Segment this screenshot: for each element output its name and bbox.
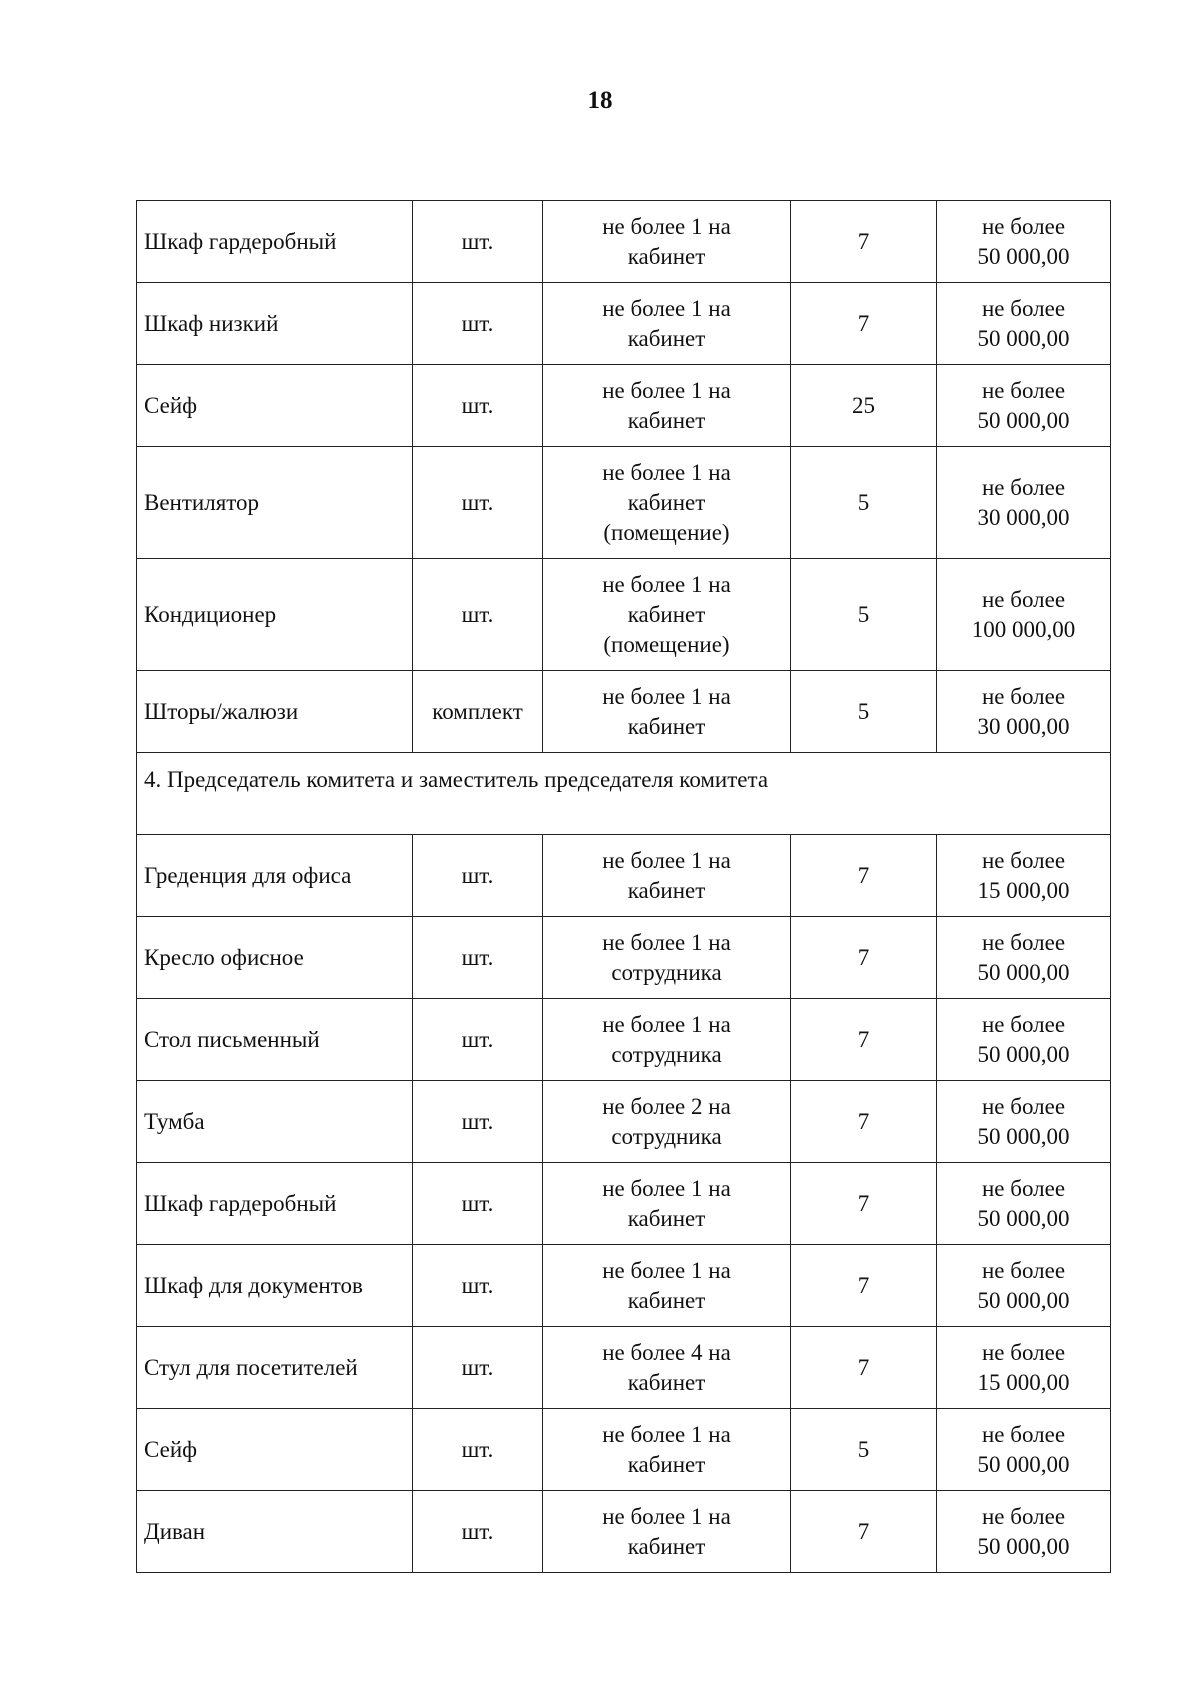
item-norm: не более 2 на сотрудника: [543, 1081, 791, 1163]
item-norm: не более 1 на кабинет: [543, 671, 791, 753]
item-norm: не более 1 на кабинет: [543, 365, 791, 447]
item-price: не более 30 000,00: [937, 447, 1111, 559]
item-norm: не более 1 на сотрудника: [543, 999, 791, 1081]
item-name: Тумба: [137, 1081, 413, 1163]
item-price: не более 15 000,00: [937, 1327, 1111, 1409]
item-price: не более 50 000,00: [937, 365, 1111, 447]
norms-table: [136, 200, 1111, 1573]
item-term: 7: [791, 1491, 937, 1573]
table-row: [137, 1409, 1111, 1491]
table-body: [137, 201, 1111, 1573]
item-term: 5: [791, 1409, 937, 1491]
item-price: не более 50 000,00: [937, 1245, 1111, 1327]
item-norm: не более 1 на кабинет: [543, 1163, 791, 1245]
item-unit: комплект: [413, 671, 543, 753]
table-row: [137, 1245, 1111, 1327]
item-name: Диван: [137, 1491, 413, 1573]
item-norm: не более 1 на кабинет: [543, 1245, 791, 1327]
item-term: 5: [791, 559, 937, 671]
item-unit: шт.: [413, 559, 543, 671]
item-name: Шкаф низкий: [137, 283, 413, 365]
item-name: Шторы/жалюзи: [137, 671, 413, 753]
page-number: 18: [587, 87, 613, 114]
item-name: Сейф: [137, 365, 413, 447]
item-price: не более 50 000,00: [937, 201, 1111, 283]
item-unit: шт.: [413, 201, 543, 283]
item-term: 7: [791, 835, 937, 917]
item-name: Шкаф гардеробный: [137, 201, 413, 283]
item-price: не более 50 000,00: [937, 283, 1111, 365]
item-term: 5: [791, 671, 937, 753]
item-norm: не более 1 на кабинет: [543, 283, 791, 365]
item-name: Греденция для офиса: [137, 835, 413, 917]
item-norm: не более 1 на кабинет (помещение): [543, 559, 791, 671]
item-term: 7: [791, 1163, 937, 1245]
item-unit: шт.: [413, 1327, 543, 1409]
table-row: [137, 917, 1111, 999]
item-unit: шт.: [413, 1491, 543, 1573]
item-norm: не более 1 на сотрудника: [543, 917, 791, 999]
section-row: [137, 753, 1111, 835]
item-norm: не более 1 на кабинет: [543, 835, 791, 917]
table-row: [137, 365, 1111, 447]
item-term: 7: [791, 917, 937, 999]
item-price: не более 15 000,00: [937, 835, 1111, 917]
item-price: не более 50 000,00: [937, 1163, 1111, 1245]
table-row: [137, 671, 1111, 753]
item-name: Сейф: [137, 1409, 413, 1491]
item-term: 25: [791, 365, 937, 447]
table-row: [137, 447, 1111, 559]
table-row: [137, 1491, 1111, 1573]
item-unit: шт.: [413, 999, 543, 1081]
item-term: 5: [791, 447, 937, 559]
item-unit: шт.: [413, 917, 543, 999]
table-row: [137, 999, 1111, 1081]
item-unit: шт.: [413, 835, 543, 917]
item-term: 7: [791, 1327, 937, 1409]
item-term: 7: [791, 999, 937, 1081]
table-row: [137, 559, 1111, 671]
item-term: 7: [791, 1245, 937, 1327]
table-row: [137, 1327, 1111, 1409]
table-row: [137, 1081, 1111, 1163]
item-unit: шт.: [413, 1081, 543, 1163]
item-name: Кондиционер: [137, 559, 413, 671]
item-name: Шкаф для документов: [137, 1245, 413, 1327]
item-term: 7: [791, 201, 937, 283]
item-price: не более 50 000,00: [937, 1081, 1111, 1163]
item-norm: не более 1 на кабинет: [543, 1491, 791, 1573]
item-name: Кресло офисное: [137, 917, 413, 999]
item-price: не более 50 000,00: [937, 1491, 1111, 1573]
item-unit: шт.: [413, 1245, 543, 1327]
table-row: [137, 835, 1111, 917]
table-row: [137, 1163, 1111, 1245]
item-price: не более 30 000,00: [937, 671, 1111, 753]
item-norm: не более 1 на кабинет (помещение): [543, 447, 791, 559]
item-term: 7: [791, 1081, 937, 1163]
item-price: не более 100 000,00: [937, 559, 1111, 671]
table-row: [137, 283, 1111, 365]
item-name: Вентилятор: [137, 447, 413, 559]
item-price: не более 50 000,00: [937, 917, 1111, 999]
item-name: Стол письменный: [137, 999, 413, 1081]
item-name: Шкаф гардеробный: [137, 1163, 413, 1245]
item-unit: шт.: [413, 365, 543, 447]
item-norm: не более 1 на кабинет: [543, 201, 791, 283]
section-title: 4. Председатель комитета и заместитель председателя комитета: [137, 753, 1111, 835]
item-term: 7: [791, 283, 937, 365]
item-price: не более 50 000,00: [937, 1409, 1111, 1491]
item-name: Стул для посетителей: [137, 1327, 413, 1409]
table-row: [137, 201, 1111, 283]
item-price: не более 50 000,00: [937, 999, 1111, 1081]
item-norm: не более 1 на кабинет: [543, 1409, 791, 1491]
item-unit: шт.: [413, 447, 543, 559]
item-unit: шт.: [413, 283, 543, 365]
item-norm: не более 4 на кабинет: [543, 1327, 791, 1409]
item-unit: шт.: [413, 1163, 543, 1245]
item-unit: шт.: [413, 1409, 543, 1491]
